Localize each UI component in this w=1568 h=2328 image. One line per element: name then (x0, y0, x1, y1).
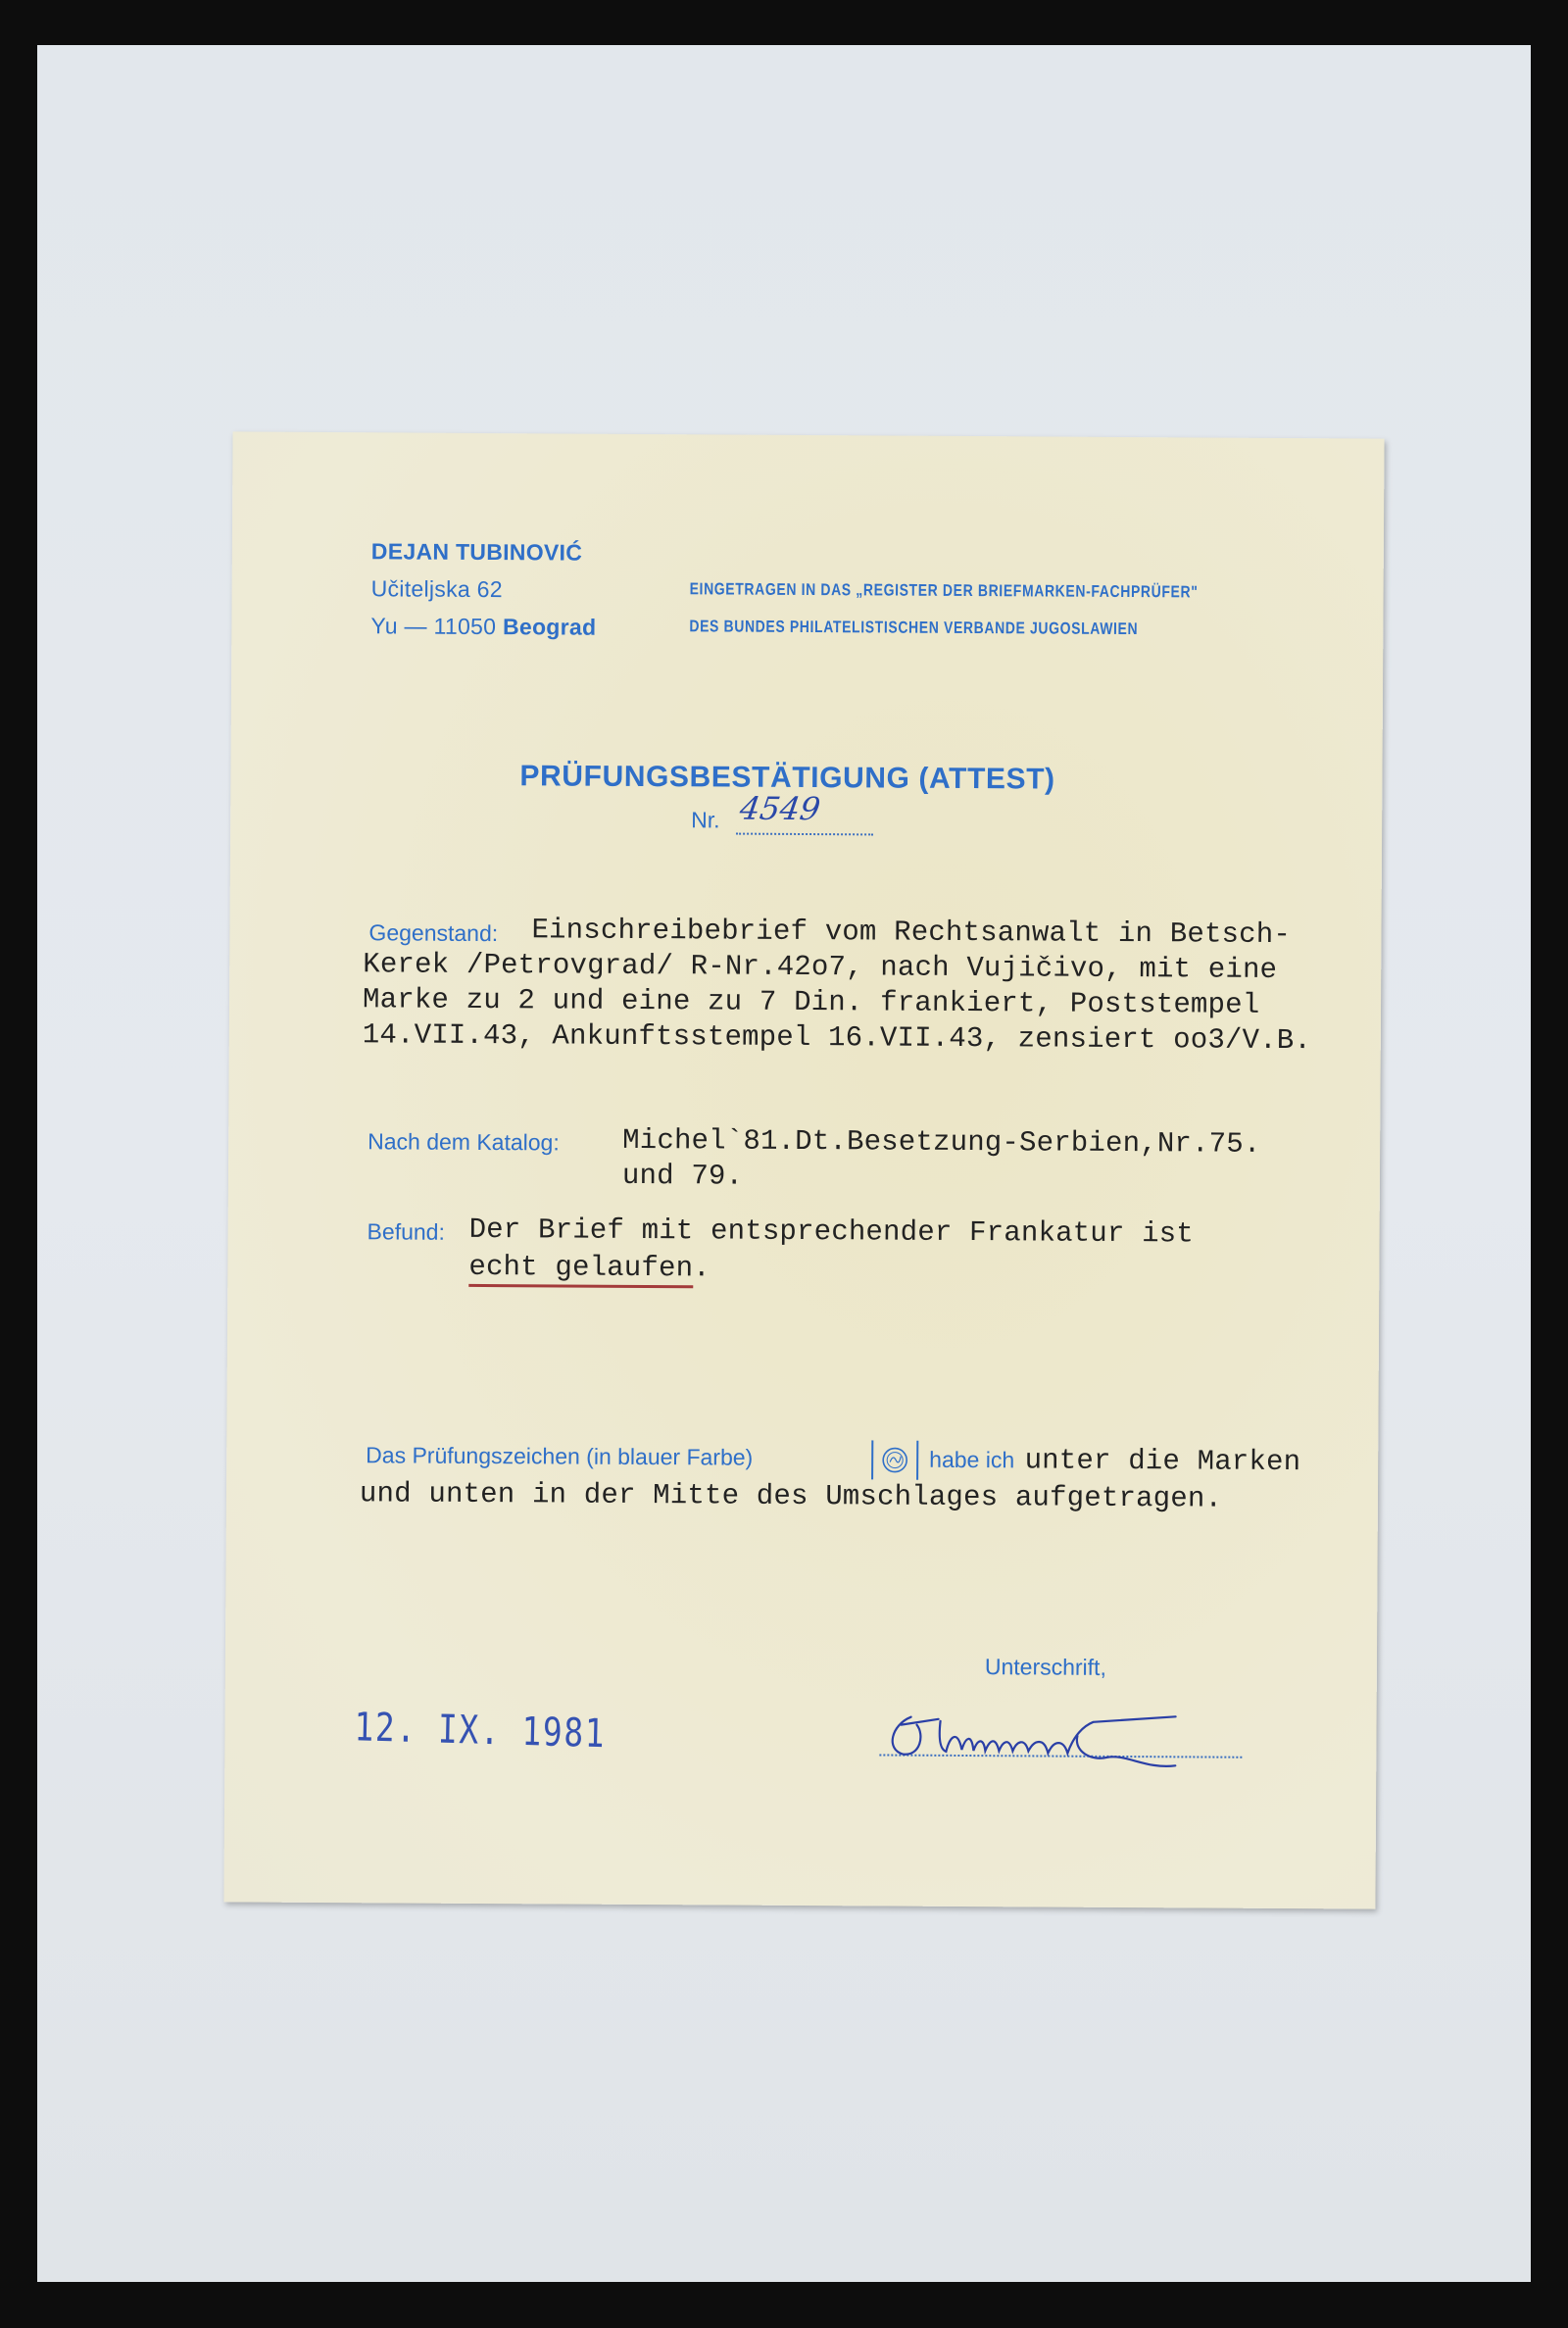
mark-line-1 (366, 1442, 753, 1470)
mark-line-1-end (929, 1444, 1300, 1478)
register-line-1: EINGETRAGEN IN DAS „REGISTER DER BRIEFMARKEN-FACHPRÜFER" (689, 579, 1199, 602)
certificate-title: PRÜFUNGSBESTÄTIGUNG (ATTEST) (519, 760, 1055, 796)
mark-label: Das Prüfungszeichen (in blauer Farbe) (366, 1442, 754, 1470)
finding-line-1: Der Brief mit entsprechender Frankatur ist (468, 1213, 1195, 1251)
examination-seal-box (871, 1440, 918, 1479)
date-stamp: 12. IX. 1981 (354, 1705, 607, 1758)
number-value: 4549 (737, 789, 823, 828)
subject-line-1: Einschreibebrief vom Rechtsanwalt in Betsch- (531, 914, 1292, 952)
finding-verdict: echt gelaufen (468, 1251, 693, 1288)
finding-label: Befund: (367, 1218, 445, 1245)
examiner-street: Učiteljska 62 (370, 575, 503, 603)
signature-label: Unterschrift, (984, 1654, 1106, 1680)
examiner-name: DEJAN TUBINOVIĆ (370, 538, 583, 566)
register-line-2: DES BUNDES PHILATELISTISCHEN VERBANDE JUGOSLAWIEN (689, 617, 1139, 639)
finding-period: . (693, 1252, 710, 1285)
subject-line-2: Kerek /Petrovgrad/ R-Nr.42o7, nach Vujičivo, mit eine (363, 948, 1278, 986)
mark-line-2: und unten in der Mitte des Umschlages aufgetragen. (359, 1477, 1223, 1515)
certificate-sheet (223, 431, 1384, 1908)
certificate-number (691, 789, 873, 835)
mark-label-2: habe ich (929, 1446, 1015, 1473)
catalog-label: Nach dem Katalog: (368, 1128, 560, 1156)
catalog-line-1: Michel`81.Dt.Besetzung-Serbien,Nr.75. (622, 1123, 1261, 1161)
examiner-city-line (370, 613, 596, 640)
number-label: Nr. (691, 807, 720, 833)
subject-label: Gegenstand: (368, 919, 499, 947)
city-name: Beograd (502, 614, 597, 640)
subject-line-4: 14.VII.43, Ankunftsstempel 16.VII.43, zensiert oo3/V.B. (362, 1018, 1312, 1058)
subject-line-3: Marke zu 2 und eine zu 7 Din. frankiert, Poststempel (362, 983, 1260, 1021)
finding-line-2 (468, 1251, 710, 1285)
mark-typed-text: unter die Marken (1024, 1444, 1301, 1479)
examination-seal-icon (873, 1440, 916, 1479)
catalog-line-2: und 79. (621, 1159, 744, 1193)
handwritten-signature (881, 1695, 1235, 1785)
city-prefix: Yu — 11050 (370, 613, 497, 640)
number-dotted-line (736, 789, 873, 836)
album-page (37, 45, 1531, 2282)
